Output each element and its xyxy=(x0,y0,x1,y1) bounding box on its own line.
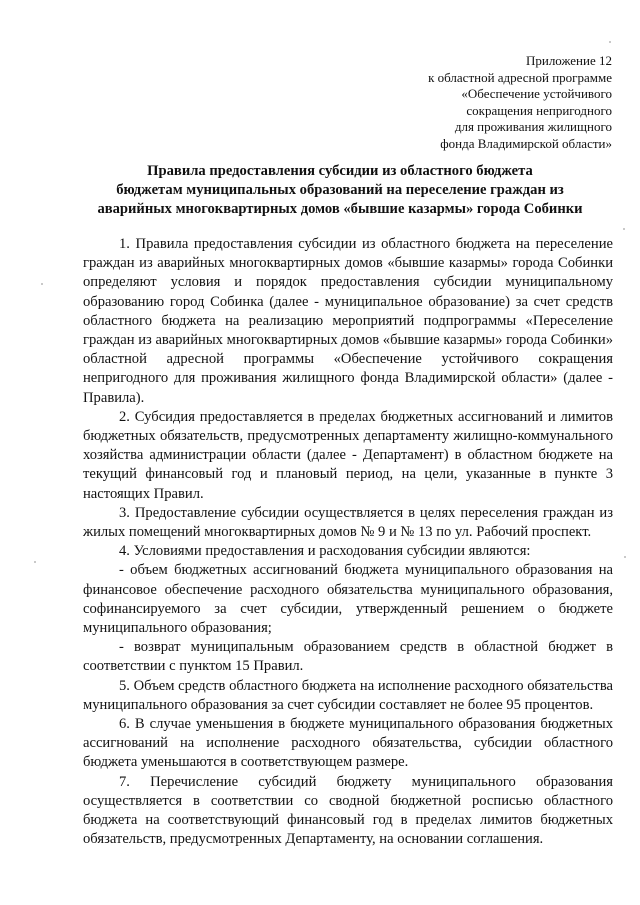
appendix-line: сокращения непригодного xyxy=(466,102,612,118)
paragraph-5: 5. Объем средств областного бюджета на исполнение расходного обязательства муниципального образования за счет субсидии составляет не более 95 процентов. xyxy=(83,677,613,713)
scan-speck xyxy=(623,228,625,230)
title-line: бюджетам муниципальных образований на переселение граждан из xyxy=(116,182,564,198)
paragraph-2: 2. Субсидия предоставляется в пределах бюджетных ассигнований и лимитов бюджетных обязательств, предусмотренных департаменту жилищно-коммунального хозяйства администрации области (далее - Департамент) в областном бюджете на текущий финансовый год и плановый период, на цели, указанные в пункте 3 настоящих Правил. xyxy=(83,408,613,502)
paragraph-4-item-2: - возврат муниципальным образованием средств в областной бюджет в соответствии с пунктом 15 Правил. xyxy=(83,639,613,675)
appendix-line: Приложение 12 xyxy=(525,53,612,68)
scan-speck xyxy=(41,283,43,285)
title-line: аварийных многоквартирных домов «бывшие казармы» города Собинки xyxy=(97,201,583,217)
title-line: Правила предоставления субсидии из областного бюджета xyxy=(147,163,533,179)
paragraph-7: 7. Перечисление субсидий бюджету муниципального образования осуществляется в соответствии со сводной бюджетной росписью областного бюджета на соответствующий финансовый год в пределах лимитов бюджетных обязательств, предусмотренных Департаменту, на основании соглашения. xyxy=(83,773,613,848)
paragraph-6: 6. В случае уменьшения в бюджете муниципального образования бюджетных ассигнований на исполнение расходного обязательства, субсидии областного бюджета уменьшаются в соответствующем размере. xyxy=(83,716,613,771)
appendix-line: фонда Владимирской области» xyxy=(440,135,612,151)
paragraph-4: 4. Условиями предоставления и расходования субсидии являются: xyxy=(119,543,531,560)
paragraph-1: 1. Правила предоставления субсидии из областного бюджета на переселение граждан из аварийных многоквартирных домов «бывшие казармы» города Собинки определяют условия и порядок предоставления субсидии муниципальному образованию город Собинка (далее - муниципальное образование) за счет средств областного бюджета на реализацию мероприятий подпрограммы «Переселение граждан из аварийных многоквартирных домов «бывшие казармы» города Собинки» областной адресной программы «Обеспечение устойчивого сокращения непригодного для проживания жилищного фонда Владимирской области» (далее - Правила). xyxy=(83,236,613,406)
document-body xyxy=(83,235,613,850)
appendix-line: «Обеспечение устойчивого xyxy=(461,86,612,102)
appendix-line: для проживания жилищного xyxy=(454,119,612,135)
scan-speck xyxy=(34,561,36,563)
scan-speck xyxy=(624,556,626,558)
paragraph-4-item-1: - объем бюджетных ассигнований бюджета муниципального образования на финансовое обеспечение расходного обязательства муниципального образования, софинансируемого за счет субсидии, утвержденный решением о бюджете муниципального образования; xyxy=(83,562,613,637)
appendix-line: к областной адресной программе xyxy=(428,69,612,85)
appendix-header xyxy=(372,53,612,153)
document-title xyxy=(60,162,620,219)
scan-speck xyxy=(609,41,611,43)
paragraph-3: 3. Предоставление субсидии осуществляется в целях переселения граждан из жилых помещений многоквартирных домов № 9 и № 13 по ул. Рабочий проспект. xyxy=(83,504,613,541)
